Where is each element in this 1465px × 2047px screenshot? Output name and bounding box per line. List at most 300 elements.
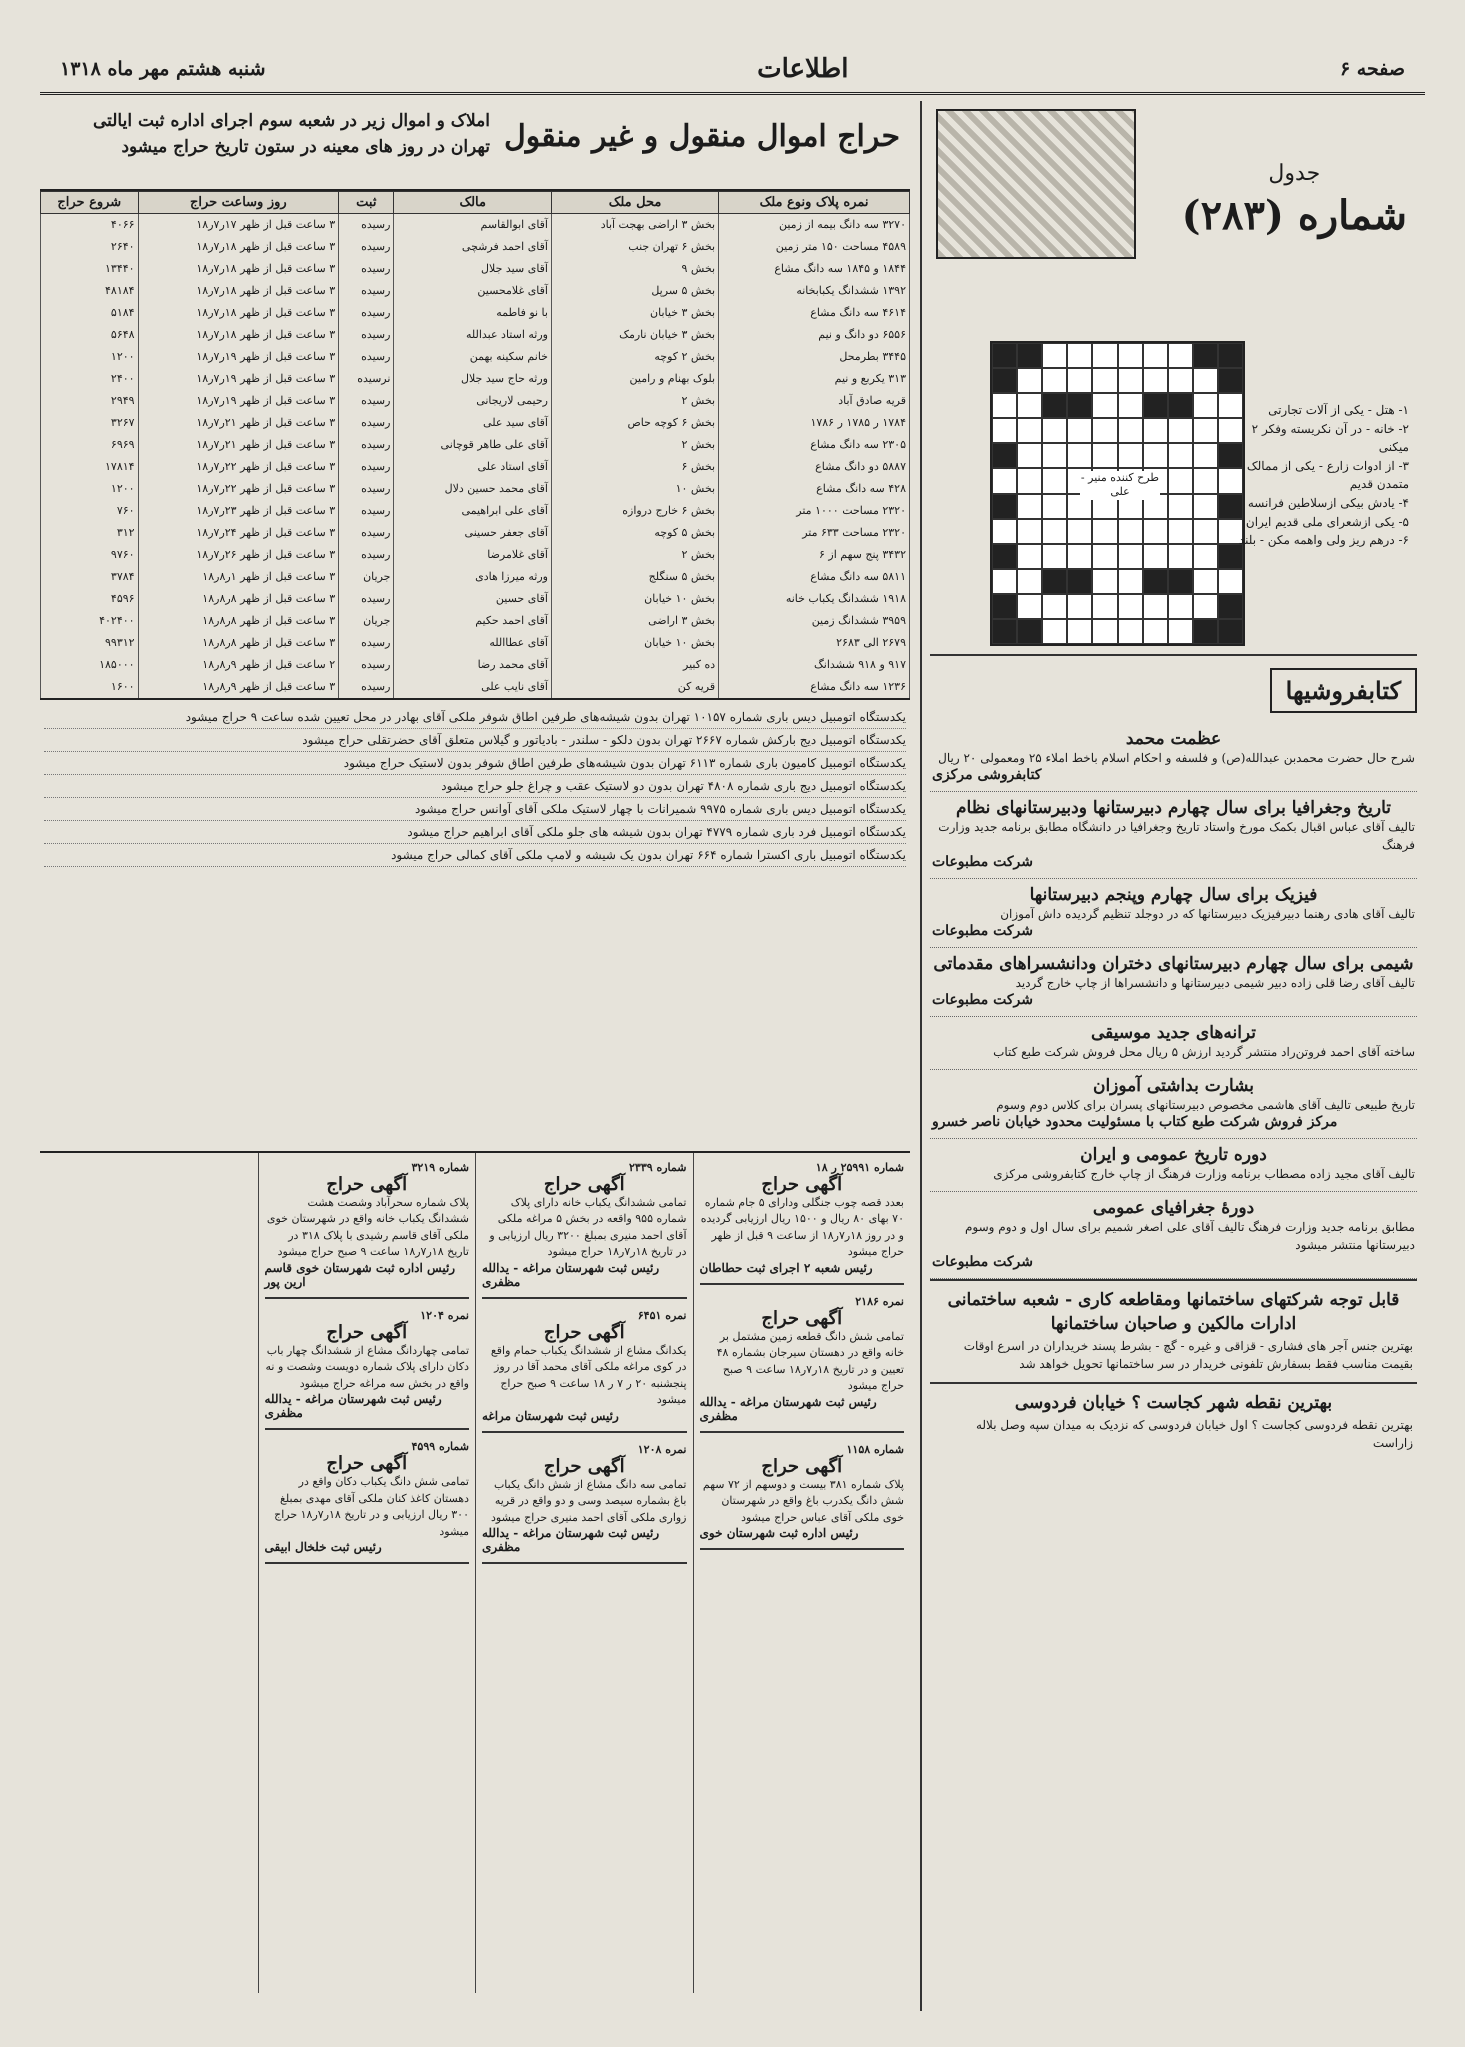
table-cell: آقای احمد فرشچی xyxy=(394,236,552,258)
crossword-cell[interactable] xyxy=(1168,619,1193,644)
table-cell: ورثه میرزا هادی xyxy=(394,566,552,588)
table-cell: ۱۸۴۴ و ۱۸۴۵ سه دانگ مشاع xyxy=(719,258,910,280)
table-cell: ۳ ساعت قبل از ظهر ۱۸ر۷ر۱۸ xyxy=(138,236,339,258)
crossword-cell[interactable] xyxy=(1092,343,1117,368)
crossword-cell[interactable] xyxy=(1118,544,1143,569)
crossword-cell xyxy=(992,443,1017,468)
book-listing xyxy=(930,1070,1417,1139)
crossword-cell[interactable] xyxy=(1168,368,1193,393)
table-cell: بلوک بهنام و رامین xyxy=(551,368,718,390)
auction-notices xyxy=(40,1153,910,1993)
table-row xyxy=(41,368,910,390)
crossword-cell[interactable] xyxy=(1092,569,1117,594)
book-title: تاریخ وجغرافیا برای سال چهارم دبیرستانها ودبیرستانهای نظام xyxy=(955,798,1391,818)
notice-text: بعدد قصه چوب جنگلی ودارای ۵ جام شماره ۷۰ بهای ۸۰ ریال و ۱۵۰۰ ریال ارزیابی گردیده و در روز ۱۸ر۷ر۱۸ از ساعت ۹ قبل از ظهر حراج میشود xyxy=(700,1195,904,1258)
table-row xyxy=(41,632,910,654)
notice-text: تمامی شش دانگ قطعه زمین مشتمل بر خانه واقع در دهستان سیرجان بشماره ۴۸ تعیین و در تاریخ ۱۸ر۷ر۱۸ ساعت ۹ صبح حراج میشود xyxy=(716,1329,904,1392)
table-cell: بخش ۲ xyxy=(551,544,718,566)
crossword-cell xyxy=(1193,343,1218,368)
book-description: تالیف آقای رضا قلی زاده دبیر شیمی دبیرستانها و دانشسراها از چاپ خارج گردید xyxy=(1015,976,1415,990)
crossword-cell[interactable] xyxy=(1042,619,1067,644)
notice-signature: رئیس ثبت شهرستان مراغه - یدالله مظفری xyxy=(699,1394,877,1423)
table-cell: آقای محمد حسین دلال xyxy=(394,478,552,500)
crossword-cell[interactable] xyxy=(1193,569,1218,594)
crossword-cell xyxy=(1168,569,1193,594)
crossword-cell[interactable] xyxy=(1118,569,1143,594)
crossword-clues xyxy=(1234,401,1409,550)
crossword-cell[interactable] xyxy=(1017,544,1042,569)
crossword-cell xyxy=(1168,393,1193,418)
crossword-cell[interactable] xyxy=(1017,519,1042,544)
crossword-cell[interactable] xyxy=(1168,443,1193,468)
table-cell: آقای جعفر حسینی xyxy=(394,522,552,544)
ad-title: قابل توجه شرکتهای ساختمانها ومقاطعه کاری - شعبه ساختمانی ادارات مالکین و صاحبان ساختمانها xyxy=(947,1290,1400,1334)
book-publisher: شرکت مطبوعات xyxy=(932,923,1033,939)
notice-column xyxy=(40,1153,258,1993)
crossword-cell[interactable] xyxy=(1017,443,1042,468)
table-cell: ۴۶۱۴ سه دانگ مشاع xyxy=(719,302,910,324)
crossword-cell[interactable] xyxy=(1168,418,1193,443)
vehicle-item: یکدستگاه اتومبیل دیج بارکش شماره ۲۶۶۷ تهران بدون دلکو - سلندر - بادیاتور و گیلاس متعلق آقای حضرتقلی حراج میشود xyxy=(44,729,906,752)
book-description: تالیف آقای مجید زاده مصطاب برنامه وزارت فرهنگ از چاپ خارج کتابفروشی مرکزی xyxy=(993,1167,1415,1181)
notice-signature: رئیس ثبت شهرستان مراغه xyxy=(482,1408,619,1423)
table-cell: آقای سید جلال xyxy=(394,258,552,280)
table-row xyxy=(41,280,910,302)
puzzle-illustration xyxy=(936,109,1136,259)
clue-item: ۴- یادش بیکی ازسلاطین فرانسه xyxy=(1247,495,1409,510)
table-row xyxy=(41,544,910,566)
notice-signature: رئیس شعبه ۲ اجرای ثبت حطاطان xyxy=(699,1260,873,1275)
notice-reference: شماره ۲۵۹۹۱ ر ۱۸ xyxy=(815,1160,904,1174)
vehicle-item: یکدستگاه اتومبیل باری اکسترا شماره ۶۶۴ تهران بدون یک شیشه و لامپ ملکی آقای کمالی حراج میشود xyxy=(44,844,906,867)
table-row xyxy=(41,588,910,610)
table-cell: رسیده xyxy=(339,214,394,236)
auction-column-header: مالک xyxy=(394,192,552,214)
crossword-cell[interactable] xyxy=(1193,494,1218,519)
table-cell: ۳ ساعت قبل از ظهر ۲۴ر۷ر۱۸ xyxy=(138,522,339,544)
book-listing xyxy=(930,879,1417,948)
vehicle-auction-list xyxy=(40,698,910,1153)
auction-notice xyxy=(265,1436,470,1564)
notice-title: آگهی حراج xyxy=(761,1455,843,1477)
crossword-cell[interactable] xyxy=(1218,569,1243,594)
table-cell: بخش ۶ تهران جنب xyxy=(551,236,718,258)
crossword-cell[interactable] xyxy=(1017,368,1042,393)
book-description: ساخته آقای احمد فروتن‌راد منتشر گردید ارزش ۵ ریال محل فروش شرکت طبع کتاب xyxy=(993,1045,1415,1059)
crossword-cell[interactable] xyxy=(1193,519,1218,544)
crossword-cell[interactable] xyxy=(1092,594,1117,619)
auction-notice xyxy=(482,1439,687,1565)
table-cell: ۳ ساعت قبل از ظهر ۱۸ر۷ر۱۸ xyxy=(138,324,339,346)
table-cell: قریه کن xyxy=(551,676,718,698)
table-cell: بخش ۱۰ xyxy=(551,478,718,500)
table-cell: ۲ ساعت قبل از ظهر ۹ر۸ر۱۸ xyxy=(138,654,339,676)
newspaper-page xyxy=(40,45,1425,2015)
table-cell: آقای غلامحسین xyxy=(394,280,552,302)
crossword-cell[interactable] xyxy=(1168,544,1193,569)
crossword-cell[interactable] xyxy=(1042,468,1067,493)
auction-notice xyxy=(700,1439,905,1551)
table-cell: رسیده xyxy=(339,324,394,346)
crossword-cell xyxy=(1017,619,1042,644)
crossword-cell[interactable] xyxy=(1042,443,1067,468)
book-description: تالیف آقای عباس اقبال بکمک مورخ واستاد تاریخ وجغرافیا در دانشگاه مطابق برنامه جدید وزارت فرهنگ xyxy=(938,820,1415,852)
notice-title: آگهی حراج xyxy=(326,1321,408,1343)
book-title: ترانه‌های جدید موسیقی xyxy=(1090,1023,1257,1043)
puzzle-title: جدول شماره (۲۸۳) xyxy=(1181,161,1407,239)
notice-title: آگهی حراج xyxy=(761,1173,843,1195)
crossword-cell[interactable] xyxy=(1092,519,1117,544)
auction-title: حراج اموال منقول و غیر منقول xyxy=(503,119,900,154)
crossword-cell[interactable] xyxy=(1017,393,1042,418)
crossword-cell[interactable] xyxy=(1143,619,1168,644)
crossword-cell xyxy=(992,594,1017,619)
crossword-cell[interactable] xyxy=(1017,418,1042,443)
table-cell: ۳ ساعت قبل از ظهر ۱۸ر۷ر۱۸ xyxy=(138,280,339,302)
table-cell: رسیده xyxy=(339,456,394,478)
book-description: مطابق برنامه جدید وزارت فرهنگ تالیف آقای علی اصغر شمیم برای سال اول و دوم وسوم دبیرستانها منتشر میشود xyxy=(964,1220,1415,1252)
table-row xyxy=(41,258,910,280)
table-cell: ۹۱۷ و ۹۱۸ ششدانگ xyxy=(719,654,910,676)
table-cell: بخش ۵ سرپل xyxy=(551,280,718,302)
table-cell: ۳ ساعت قبل از ظهر ۲۲ر۷ر۱۸ xyxy=(138,478,339,500)
table-cell: ۱۲۳۶ سه دانگ مشاع xyxy=(719,676,910,698)
table-cell: بخش ۳ اراضی xyxy=(551,610,718,632)
crossword-cell[interactable] xyxy=(1193,468,1218,493)
table-row xyxy=(41,566,910,588)
table-cell: ۳۱۲ xyxy=(41,522,139,544)
crossword-cell xyxy=(1218,368,1243,393)
table-cell: ۱۸۵۰۰۰ xyxy=(41,654,139,676)
table-cell: آقای حسین xyxy=(394,588,552,610)
auction-header xyxy=(40,101,910,191)
table-cell: ۹۷۶۰ xyxy=(41,544,139,566)
ad-text: بهترین جنس آجر های فشاری - قزاقی و غیره - گچ - بشرط پسند خریداران در اسرع اوقات بقیمت مناسب فقط بسفارش تلفونی خریدار در سر ساختمانها تحویل خواهد شد xyxy=(963,1338,1413,1372)
crossword-cell xyxy=(1067,569,1092,594)
crossword-cell[interactable] xyxy=(1143,519,1168,544)
crossword-cell[interactable] xyxy=(1092,443,1117,468)
crossword-cell[interactable] xyxy=(1017,594,1042,619)
table-cell: بخش ۵ کوچه xyxy=(551,522,718,544)
crossword-cell[interactable] xyxy=(1118,343,1143,368)
crossword-cell[interactable] xyxy=(1017,494,1042,519)
crossword-cell[interactable] xyxy=(1168,594,1193,619)
table-cell: ۳ ساعت قبل از ظهر ۱۸ر۷ر۱۸ xyxy=(138,302,339,324)
notice-signature: رئیس ثبت شهرستان مراغه - یدالله مظفری xyxy=(264,1392,442,1420)
crossword-cell[interactable] xyxy=(1042,519,1067,544)
crossword-cell[interactable] xyxy=(1168,343,1193,368)
crossword-cell[interactable] xyxy=(1143,594,1168,619)
table-cell: رسیده xyxy=(339,478,394,500)
crossword-cell[interactable] xyxy=(1067,544,1092,569)
crossword-cell xyxy=(992,368,1017,393)
crossword-cell[interactable] xyxy=(1193,368,1218,393)
auction-column-header: شروع حراج xyxy=(41,192,139,214)
crossword-cell[interactable] xyxy=(1168,519,1193,544)
book-listing xyxy=(930,792,1417,879)
table-cell: بخش ۶ کوچه حاص xyxy=(551,412,718,434)
crossword-cell[interactable] xyxy=(1193,544,1218,569)
book-title: عظمت محمد xyxy=(1125,729,1222,749)
table-cell: ۱۳۹۲ ششدانگ یکبابخانه xyxy=(719,280,910,302)
bookstore-section xyxy=(930,656,1417,1279)
table-cell: ۲۳۲۰ مساحت ۶۳۳ متر xyxy=(719,522,910,544)
ad-text: بهترین نقطه فردوسی کجاست ؟ اول خیابان فردوسی که نزدیک به میدان سپه وصل بلاله زاراست xyxy=(975,1417,1413,1451)
crossword-cell[interactable] xyxy=(1067,519,1092,544)
crossword-cell[interactable] xyxy=(1042,494,1067,519)
table-row xyxy=(41,390,910,412)
crossword-cell[interactable] xyxy=(1092,544,1117,569)
notice-signature: رئیس ثبت خلخال ابیقی xyxy=(264,1540,382,1554)
notice-title: آگهی حراج xyxy=(543,1455,625,1477)
crossword-cell xyxy=(1143,569,1168,594)
crossword-cell[interactable] xyxy=(1092,393,1117,418)
book-listing xyxy=(930,1139,1417,1192)
table-cell: بخش ۶ خارج دروازه xyxy=(551,500,718,522)
table-cell: ۳ ساعت قبل از ظهر ۱۹ر۷ر۱۸ xyxy=(138,390,339,412)
crossword-cell[interactable] xyxy=(1118,594,1143,619)
crossword-cell[interactable] xyxy=(1193,418,1218,443)
table-cell: ۲۶۷۹ الی ۲۶۸۳ xyxy=(719,632,910,654)
book-listing xyxy=(930,948,1417,1017)
issue-date: شنبه هشتم مهر ماه ۱۳۱۸ xyxy=(60,57,266,80)
crossword-cell xyxy=(992,343,1017,368)
table-row xyxy=(41,324,910,346)
table-cell: ۱۲۰۰ xyxy=(41,346,139,368)
table-cell: ۲۳۲۰ مساحت ۱۰۰۰ متر xyxy=(719,500,910,522)
crossword-cell[interactable] xyxy=(1193,443,1218,468)
crossword-cell[interactable] xyxy=(1042,544,1067,569)
notice-reference: شماره ۴۵۹۹ xyxy=(411,1440,469,1453)
crossword-cell[interactable] xyxy=(1118,443,1143,468)
table-cell: آقای سید علی xyxy=(394,412,552,434)
table-row xyxy=(41,434,910,456)
crossword-cell[interactable] xyxy=(1168,468,1193,493)
table-cell: ۳ ساعت قبل از ظهر ۹ر۸ر۱۸ xyxy=(138,676,339,698)
crossword-cell[interactable] xyxy=(1118,393,1143,418)
crossword-cell[interactable] xyxy=(1017,468,1042,493)
table-cell: ۳۷۸۴ xyxy=(41,566,139,588)
table-cell: ۵۶۴۸ xyxy=(41,324,139,346)
table-cell: ۳ ساعت قبل از ظهر ۲۲ر۷ر۱۸ xyxy=(138,456,339,478)
notice-text: تمامی چهاردانگ مشاع از ششدانگ چهار باب دکان دارای پلاک شماره دویست وشصت و نه واقع در بخش سه مراغه حراج میشود xyxy=(265,1343,469,1390)
crossword-cell[interactable] xyxy=(1143,544,1168,569)
crossword-cell[interactable] xyxy=(1092,418,1117,443)
left-column xyxy=(40,101,910,2011)
table-cell: ۴۰۲۴۰۰ xyxy=(41,610,139,632)
table-cell: ۱۹۱۸ ششدانگ یکباب خانه xyxy=(719,588,910,610)
table-cell: با نو فاطمه xyxy=(394,302,552,324)
notice-reference: نمره ۲۱۸۶ xyxy=(855,1294,904,1308)
table-row xyxy=(41,500,910,522)
table-row xyxy=(41,412,910,434)
notice-reference: نمره ۶۴۵۱ xyxy=(637,1308,687,1322)
crossword-cell[interactable] xyxy=(992,569,1017,594)
table-cell: رسیده xyxy=(339,654,394,676)
crossword-cell[interactable] xyxy=(992,418,1017,443)
auction-column-header: نمره پلاک ونوع ملک xyxy=(719,192,910,214)
crossword-cell[interactable] xyxy=(1143,443,1168,468)
table-cell: ۶۵۵۶ دو دانگ و نیم xyxy=(719,324,910,346)
table-cell: آقای استاد علی xyxy=(394,456,552,478)
table-cell: رسیده xyxy=(339,346,394,368)
crossword-cell[interactable] xyxy=(1067,343,1092,368)
table-cell: بخش ۳ خیابان xyxy=(551,302,718,324)
table-cell: ده کبیر xyxy=(551,654,718,676)
notice-text: تمامی سه دانگ مشاع از شش دانگ یکباب باغ بشماره سیصد وسی و دو واقع در قریه زواری ملکی آقای احمد منیری حراج میشود xyxy=(491,1477,687,1524)
vehicle-item: یکدستگاه اتومبیل دیس باری شماره ۱۰۱۵۷ تهران بدون شیشه‌های طرفین اطاق شوفر ملکی آقای بهادر در محل تعیین شده ساعت ۹ حراج میشود xyxy=(44,706,906,729)
table-cell: جریان xyxy=(339,610,394,632)
crossword-cell[interactable] xyxy=(1067,594,1092,619)
crossword-cell[interactable] xyxy=(992,519,1017,544)
table-cell: ۴۰۶۶ xyxy=(41,214,139,236)
book-publisher: مرکز فروش شرکت طبع کتاب با مسئولیت محدود خیابان ناصر خسرو xyxy=(932,1114,1338,1130)
table-cell: ۱۶۰۰ xyxy=(41,676,139,698)
table-cell: ۴۲۸ سه دانگ مشاع xyxy=(719,478,910,500)
crossword-cell[interactable] xyxy=(1143,368,1168,393)
crossword-cell[interactable] xyxy=(992,468,1017,493)
crossword-cell xyxy=(992,619,1017,644)
crossword-cell[interactable] xyxy=(1042,368,1067,393)
table-cell: ۴۵۸۹ مساحت ۱۵۰ متر زمین xyxy=(719,236,910,258)
clue-item: ۶- درهم ریز ولی واهمه مکن - بلند xyxy=(1238,533,1409,548)
table-cell: بخش ۳ خیابان نارمک xyxy=(551,324,718,346)
crossword-cell[interactable] xyxy=(1092,368,1117,393)
notice-text: تمامی ششدانگ یکباب خانه دارای پلاک شماره ۹۵۵ واقعه در بخش ۵ مراغه ملکی آقای احمد منیری بمبلغ ۳۲۰۰ ریال ارزیابی و در تاریخ ۱۸ر۷ر۱۸ حراج میشود xyxy=(489,1195,687,1258)
clue-item: ۵- یکی ازشعرای ملی قدیم ایران xyxy=(1245,514,1409,529)
crossword-cell[interactable] xyxy=(1118,418,1143,443)
notice-title: آگهی حراج xyxy=(326,1453,408,1474)
table-cell: نرسیده xyxy=(339,368,394,390)
notice-column xyxy=(258,1153,476,1993)
crossword-cell xyxy=(1042,393,1067,418)
notice-reference: شماره ۲۳۳۹ xyxy=(629,1160,687,1174)
crossword-cell xyxy=(1218,619,1243,644)
notice-title: آگهی حراج xyxy=(761,1307,843,1329)
table-row xyxy=(41,236,910,258)
book-description: تاریخ طبیعی تالیف آقای هاشمی مخصوص دبیرستانهای پسران برای کلاس دوم وسوم xyxy=(996,1098,1415,1112)
crossword-cell[interactable] xyxy=(1067,619,1092,644)
table-cell: ورثه استاد عبدالله xyxy=(394,324,552,346)
crossword-cell[interactable] xyxy=(1067,443,1092,468)
crossword-cell[interactable] xyxy=(992,393,1017,418)
table-cell: ۱۲۰۰ xyxy=(41,478,139,500)
notice-title: آگهی حراج xyxy=(326,1173,408,1195)
table-cell: ۴۵۹۶ xyxy=(41,588,139,610)
puzzle-number: (۲۸۳) xyxy=(1181,192,1284,239)
table-cell: ۵۸۸۷ دو دانگ مشاع xyxy=(719,456,910,478)
table-cell: رسیده xyxy=(339,434,394,456)
crossword-cell[interactable] xyxy=(1118,368,1143,393)
auction-column-header: ثبت xyxy=(339,192,394,214)
right-column xyxy=(920,101,1425,2011)
table-cell: ۳ ساعت قبل از ظهر ۲۱ر۷ر۱۸ xyxy=(138,434,339,456)
table-cell: آقای علی طاهر قوچانی xyxy=(394,434,552,456)
table-cell: ۳ ساعت قبل از ظهر ۲۳ر۷ر۱۸ xyxy=(138,500,339,522)
book-title: دورهٔ جغرافیای عمومی xyxy=(1092,1198,1255,1218)
table-cell: رسیده xyxy=(339,676,394,698)
crossword-cell[interactable] xyxy=(1042,343,1067,368)
crossword-cell[interactable] xyxy=(1168,494,1193,519)
ad-title: بهترین نقطه شهر کجاست ؟ خیابان فردوسی xyxy=(1014,1392,1333,1413)
table-cell: بخش ۶ xyxy=(551,456,718,478)
table-cell: بخش ۹ xyxy=(551,258,718,280)
book-publisher: شرکت مطبوعات xyxy=(932,1254,1033,1270)
notice-column xyxy=(475,1153,693,1993)
table-cell: ۹۹۳۱۲ xyxy=(41,632,139,654)
book-title: فیزیک برای سال چهارم وپنجم دبیرستانها xyxy=(1029,885,1318,905)
table-cell: ۳۲۶۷ xyxy=(41,412,139,434)
crossword-cell[interactable] xyxy=(1067,418,1092,443)
crossword-cell[interactable] xyxy=(1067,368,1092,393)
notice-reference: شماره ۳۲۱۹ xyxy=(411,1160,469,1174)
crossword-cell[interactable] xyxy=(1193,393,1218,418)
book-publisher: شرکت مطبوعات xyxy=(932,854,1033,870)
table-cell: بخش ۲ xyxy=(551,390,718,412)
crossword-cell[interactable] xyxy=(1143,343,1168,368)
notice-signature: رئیس ثبت شهرستان مراغه - یدالله مظفری xyxy=(482,1260,660,1289)
table-row xyxy=(41,456,910,478)
notice-reference: شماره ۱۱۵۸ xyxy=(846,1442,904,1456)
book-title: دوره تاریخ عمومی و ایران xyxy=(1080,1145,1267,1165)
clue-item: ۳- از ادوات زارع - یکی از ممالک متمدن قدیم xyxy=(1246,458,1409,492)
notice-column xyxy=(693,1153,911,1993)
table-row xyxy=(41,522,910,544)
table-cell: آقای عطاالله xyxy=(394,632,552,654)
puzzle-designer: طرح کننده منیر - علی xyxy=(1080,471,1160,499)
notice-title: آگهی حراج xyxy=(543,1173,625,1195)
advertisement xyxy=(930,1382,1417,1461)
table-cell: ۳۴۳۲ پنج سهم از ۶ xyxy=(719,544,910,566)
crossword-cell[interactable] xyxy=(1193,594,1218,619)
table-cell: بخش ۵ سنگلج xyxy=(551,566,718,588)
table-row xyxy=(41,610,910,632)
book-title: بشارت بداشتی آموزان xyxy=(1092,1076,1255,1096)
table-row xyxy=(41,302,910,324)
crossword-cell xyxy=(1143,393,1168,418)
table-cell: آقای غلامرضا xyxy=(394,544,552,566)
table-cell: رسیده xyxy=(339,302,394,324)
crossword-cell[interactable] xyxy=(1092,619,1117,644)
crossword-cell[interactable] xyxy=(1042,418,1067,443)
table-cell: ۳ ساعت قبل از ظهر ۸ر۸ر۱۸ xyxy=(138,610,339,632)
crossword-cell[interactable] xyxy=(1118,519,1143,544)
crossword-cell xyxy=(1067,393,1092,418)
vehicle-item: یکدستگاه اتومبیل دیس باری شماره ۹۹۷۵ شمیرانات با چهار لاستیک ملکی آقای آوانس حراج میشود xyxy=(44,798,906,821)
table-cell: ۳ ساعت قبل از ظهر ۸ر۸ر۱۸ xyxy=(138,632,339,654)
table-cell: بخش ۳ اراضی بهجت آباد xyxy=(551,214,718,236)
table-cell: ۲۶۴۰ xyxy=(41,236,139,258)
table-cell: رسیده xyxy=(339,412,394,434)
crossword-cell xyxy=(1218,594,1243,619)
notice-text: پلاک شماره سحرآباد وشصت هشت ششدانگ یکباب خانه واقع در شهرستان خوی ملکی آقای قاسم رشیدی با پلاک ۳۱۸ در تاریخ ۱۸ر۷ر۱۸ ساعت ۹ صبح حراج میشود xyxy=(266,1195,469,1258)
crossword-cell[interactable] xyxy=(1143,418,1168,443)
auction-table xyxy=(40,191,910,698)
crossword-cell[interactable] xyxy=(1017,569,1042,594)
crossword-cell[interactable] xyxy=(1042,594,1067,619)
masthead xyxy=(40,45,1425,95)
table-cell: ۱۷۸۱۴ xyxy=(41,456,139,478)
table-cell: ۳ ساعت قبل از ظهر ۲۶ر۷ر۱۸ xyxy=(138,544,339,566)
book-listing xyxy=(930,723,1417,792)
newspaper-name: اطلاعات xyxy=(757,53,849,84)
table-cell: آقای علی ابراهیمی xyxy=(394,500,552,522)
crossword-cell[interactable] xyxy=(1118,619,1143,644)
table-cell: ۳۲۷۰ سه دانگ بیمه از زمین xyxy=(719,214,910,236)
advertisement xyxy=(930,1279,1417,1382)
table-cell: خانم سکینه بهمن xyxy=(394,346,552,368)
vehicle-item: یکدستگاه اتومبیل فرد باری شماره ۴۷۷۹ تهران بدون شیشه های جلو ملکی آقای ابراهیم حراج میشود xyxy=(44,821,906,844)
